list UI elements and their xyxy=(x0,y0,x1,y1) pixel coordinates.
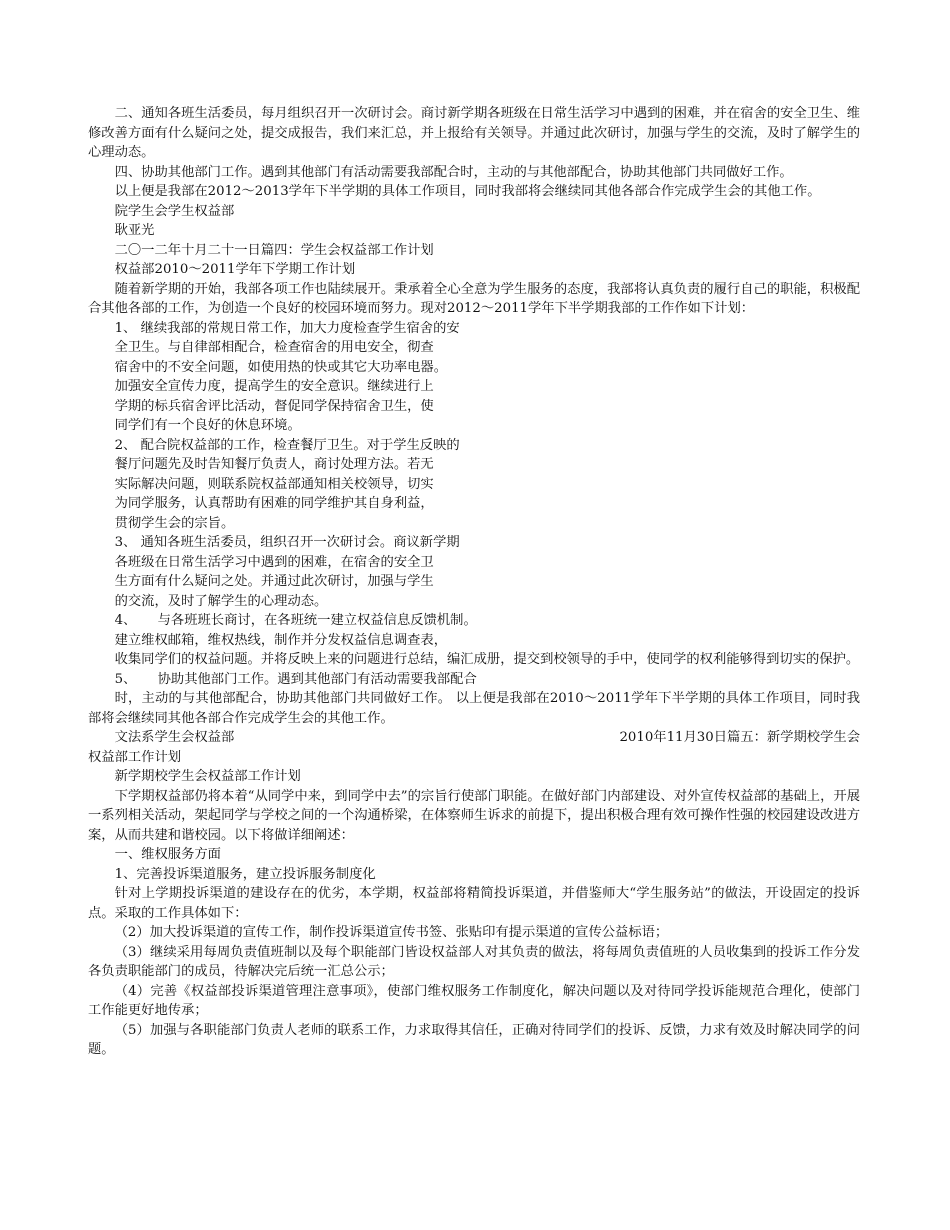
section-title-continuation: 权益部工作计划 xyxy=(88,749,182,765)
paragraph: （5）加强与各职能部门负责人老师的联系工作，力求取得其信任，正确对待同学们的投诉、反馈，力求有效及时解决同学的问题。 xyxy=(88,1022,860,1057)
paragraph: 二、通知各班生活委员，每月组织召开一次研讨会。商讨新学期各班级在日常生活学习中遇到的困难，并在宿舍的安全卫生、维修改善方面有什么疑问之处，提交成报告，我们来汇总，并上报给有关领导。并通过此次研讨，加强与学生的交流，及时了解学生的心理动态。 xyxy=(88,106,860,160)
item-text: 收集同学们的权益问题。并将反映上来的问题进行总结，编汇成册，提交到校领导的手中，使同学的权利能够得到切实的保护。 xyxy=(114,652,860,667)
paragraph: （3）继续采用每周负责值班制以及每个职能部门皆设权益部人对其负责的做法，将每周负责值班的人员收集到的投诉工作分发各负责职能部门的成员，待解决完后统一汇总公示； xyxy=(88,944,860,979)
paragraph: 下学期权益部仍将本着“从同学中来，到同学中去”的宗旨行使部门职能。在做好部门内部建设、对外宣传权益部的基础上，开展一系列相关活动，架起同学与学校之间的一个沟通桥梁，在体察师生诉求的前提下，提出积极合理有效可操作性强的校园建设改进方案，从而共建和谐校园。以下将做详细阐述： xyxy=(88,788,860,843)
subsection-heading: 1、完善投诉渠道服务，建立投诉服务制度化 xyxy=(114,866,376,882)
list-line: 建立维权邮箱，维权热线，制作并分发权益信息调查表， xyxy=(114,632,448,648)
list-line: 贯彻学生会的宗旨。 xyxy=(114,515,235,531)
signature-row xyxy=(88,728,860,748)
item-number: 4、 xyxy=(114,613,137,628)
list-line: 为同学服务，认真帮助有困难的同学维护其自身利益， xyxy=(114,496,434,511)
list-line: 的交流，及时了解学生的心理动态。 xyxy=(114,593,328,609)
paragraph: （4）完善《权益部投诉渠道管理注意事项》，使部门维权服务工作制度化，解决问题以及对待同学投诉能规范合理化，使部门工作能更好地传承； xyxy=(88,983,860,1018)
list-line: 2、 配合院权益部的工作，检查餐厅卫生。对于学生反映的 xyxy=(114,437,460,453)
paragraph: 时，主动的与其他部配合，协助其他部门共同做好工作。 以上便是我部在2010～2011学年下半学期的具体工作项目，同时我部将会继续同其他各部合作完成学生会的其他工作。 xyxy=(88,691,860,726)
author-name: 耿亚光 xyxy=(114,223,155,238)
list-line: 同学们有一个良好的休息环境。 xyxy=(114,418,301,433)
paragraph: （2）加大投诉渠道的宣传工作，制作投诉渠道宣传书签、张贴印有提示渠道的宣传公益标语； xyxy=(114,925,669,940)
list-line: 3、 通知各班生活委员，组织召开一次研讨会。商议新学期 xyxy=(114,535,460,550)
paragraph-wrapped xyxy=(88,650,860,670)
paragraph: 随着新学期的开始，我部各项工作也陆续展开。秉承着全心全意为学生服务的态度，我部将认真负责的履行自己的职能，积极配合其他各部的工作，为创造一个良好的校园环境而努力。现对2012～2011学年下半学期我部的工作作如下计划： xyxy=(88,281,860,316)
item-text: 协助其他部门工作。遇到其他部门有活动需要我部配合 xyxy=(157,671,477,687)
department-signature: 文法系学生会权益部 xyxy=(114,730,235,745)
section-heading: 一、维权服务方面 xyxy=(114,847,221,862)
list-line: 实际解决问题，则联系院权益部通知相关校领导，切实 xyxy=(114,476,434,492)
list-line: 生方面有什么疑问之处。并通过此次研讨，加强与学生 xyxy=(114,574,434,589)
list-line: 1、 继续我部的常规日常工作，加大力度检查学生宿舍的安 xyxy=(114,320,460,336)
list-line: 宿舍中的不安全问题，如使用热的快或其它大功率电器。 xyxy=(114,359,448,375)
paragraph: 四、协助其他部门工作。遇到其他部门有活动需要我部配合时，主动的与其他部配合，协助其他部门共同做好工作。 xyxy=(114,164,793,180)
list-line: 餐厅问题先及时告知餐厅负责人，商讨处理方法。若无 xyxy=(114,457,434,472)
list-line: 加强安全宣传力度，提高学生的安全意识。继续进行上 xyxy=(114,379,434,394)
list-line: 全卫生。与自律部相配合，检查宿舍的用电安全，彻查 xyxy=(114,340,434,355)
paragraph: 以上便是我部在2012～2013学年下半学期的具体工作项目，同时我部将会继续同其他各部合作完成学生会的其他工作。 xyxy=(114,184,821,199)
item-text: 与各班班长商讨，在各班统一建立权益信息反馈机制。 xyxy=(157,613,477,628)
department-signature: 院学生会学生权益部 xyxy=(114,203,235,219)
date-and-section-title: 2010年11月30日篇五：新学期校学生会 xyxy=(619,730,860,745)
plan-title: 新学期校学生会权益部工作计划 xyxy=(114,769,301,784)
item-number: 5、 xyxy=(114,671,137,687)
paragraph: 针对上学期投诉渠道的建设存在的优劣，本学期，权益部将精简投诉渠道，并借鉴师大“学生服务站”的做法，开设固定的投诉点。采取的工作具体如下： xyxy=(88,886,860,921)
list-line xyxy=(88,611,860,631)
list-line xyxy=(88,670,860,690)
list-line: 各班级在日常生活学习中遇到的困难，在宿舍的安全卫 xyxy=(114,554,434,570)
date-and-section-title: 二〇一二年十月二十一日篇四：学生会权益部工作计划 xyxy=(114,242,434,258)
document-body xyxy=(88,104,860,1060)
list-line: 学期的标兵宿舍评比活动，督促同学保持宿舍卫生，使 xyxy=(114,398,434,414)
plan-title: 权益部2010～2011学年下学期工作计划 xyxy=(114,262,356,277)
